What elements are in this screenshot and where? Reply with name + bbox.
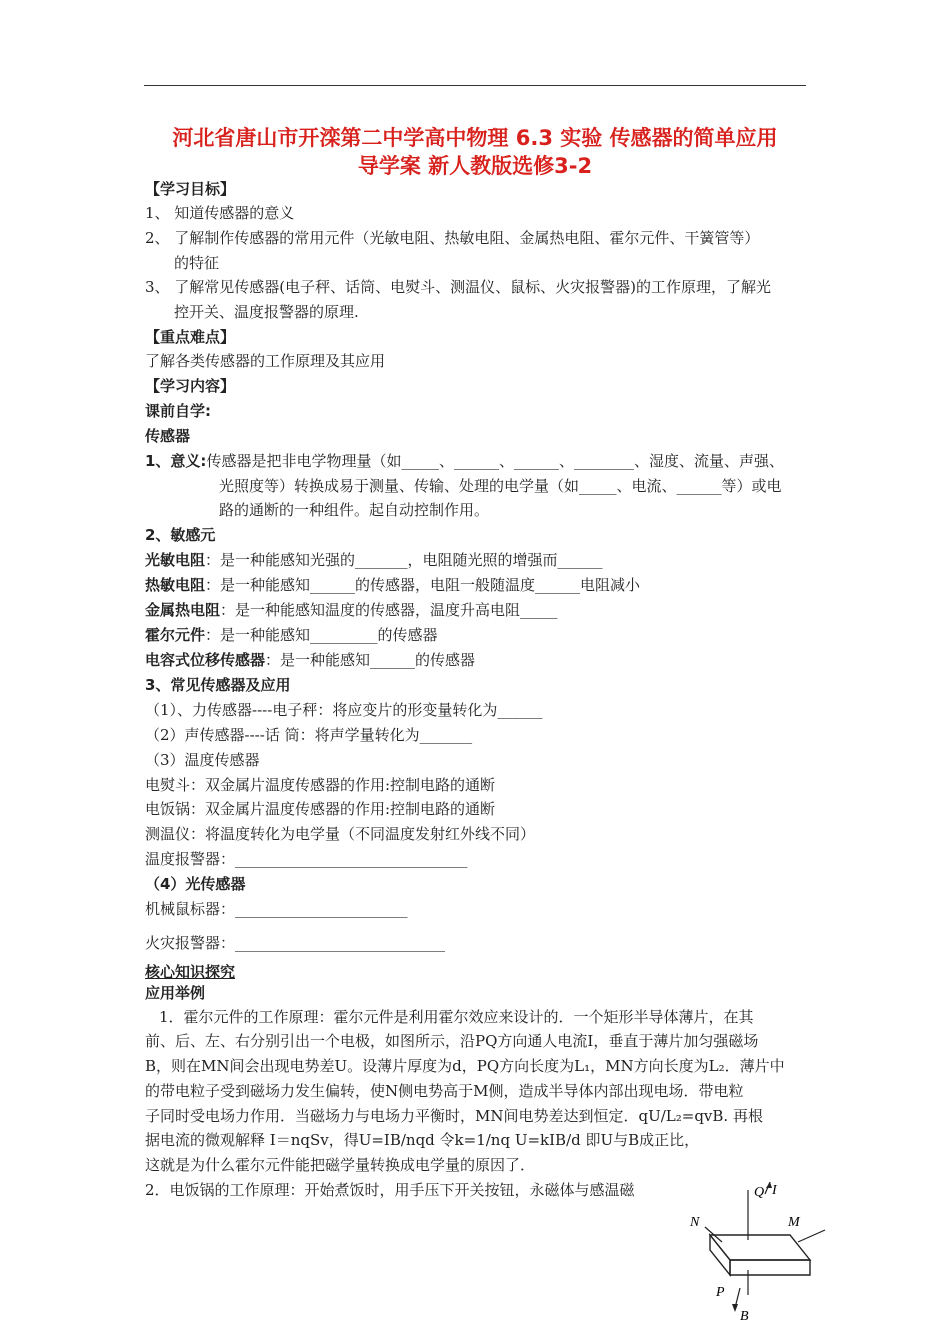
label-m: M: [788, 1215, 800, 1230]
preview-heading: 课前自学:: [145, 402, 211, 420]
content-heading: 【学习内容】: [145, 377, 236, 395]
hall-para-2: 前、后、左、右分别引出一个电极，如图所示，沿PQ方向通人电流I，垂直于薄片加匀强磁场: [145, 1032, 759, 1050]
thermometer-text: 测温仪：将温度转化为电学量（不同温度发射红外线不同）: [145, 825, 536, 843]
sound-sensor: （2）声传感器----话 筒：将声学量转化为_______: [145, 726, 473, 744]
hall-text: ：是一种能感知_________的传感器: [205, 626, 438, 644]
hall-element-figure: [680, 1180, 830, 1340]
meaning-text: 传感器是把非电学物理量（如_____、______、______、________、湿度、流量、声强、: [206, 452, 784, 470]
b-arrowhead: [732, 1304, 738, 1312]
sensor-heading: 传感器: [145, 427, 191, 445]
meaning-line-2: 光照度等）转换成易于测量、传输、处理的电学量（如_____、电流、______等）或电: [219, 477, 782, 495]
meaning-label: 1、意义:: [145, 452, 207, 470]
photoresistor-text: ：是一种能感知光强的_______，电阻随光照的增强而______: [205, 551, 603, 569]
hall-para-6: 据电流的微观解释 I＝nqSv，得U=IB/nqd 令k=1/nq U=kIB/d 即U与B成正比，: [145, 1131, 700, 1149]
common-heading: 3、常见传感器及应用: [145, 676, 291, 694]
goal-1: 1、 知道传感器的意义: [145, 204, 295, 222]
photoresistor-label: 光敏电阻: [145, 551, 206, 569]
hall-line: [145, 625, 438, 645]
metal-resistor-text: ：是一种能感知温度的传感器，温度升高电阻_____: [220, 601, 558, 619]
goal-2: 2、 了解制作传感器的常用元件（光敏电阻、热敏电阻、金属热电阻、霍尔元件、干簧管等）: [145, 229, 760, 247]
cooker-text: 电饭锅：双金属片温度传感器的作用:控制电路的通断: [145, 800, 496, 818]
apps-heading: 应用举例: [145, 984, 206, 1002]
goals-heading: 【学习目标】: [145, 180, 236, 198]
goal-3: 3、 了解常见传感器(电子秤、话筒、电熨斗、测温仪、鼠标、火灾报警器)的工作原理，了解光: [145, 278, 772, 296]
key-text: 了解各类传感器的工作原理及其应用: [145, 352, 386, 370]
meaning-line-1: [145, 451, 784, 471]
force-sensor: （1）、力传感器----电子秤：将应变片的形变量转化为______: [145, 701, 543, 719]
capacitive-text: ：是一种能感知______的传感器: [265, 651, 476, 669]
fire-alarm: 火灾报警器：____________________________: [145, 934, 446, 952]
key-heading: 【重点难点】: [145, 328, 236, 346]
slab-top: [710, 1235, 810, 1260]
cooker-para: 2．电饭锅的工作原理：开始煮饭时，用手压下开关按钮，永磁体与感温磁: [145, 1181, 635, 1199]
iron-text: 电熨斗：双金属片温度传感器的作用:控制电路的通断: [145, 776, 496, 794]
label-i: I: [772, 1183, 777, 1198]
hall-label: 霍尔元件: [145, 626, 206, 644]
page-subtitle: 导学案 新人教版选修3-2: [357, 154, 593, 178]
thermistor-text: ：是一种能感知______的传感器，电阻一般随温度______电阻减小: [205, 576, 641, 594]
label-p: P: [716, 1285, 725, 1300]
hall-para-7: 这就是为什么霍尔元件能把磁学量转换成电学量的原因了．: [145, 1156, 536, 1174]
thermistor-label: 热敏电阻: [145, 576, 206, 594]
temp-alarm: 温度报警器：_______________________________: [145, 850, 468, 868]
light-sensor: （4）光传感器: [145, 875, 246, 893]
goal-3-cont: 控开关、温度报警器的原理.: [174, 303, 359, 321]
label-q: Q: [754, 1185, 765, 1200]
hall-para-1: 1．霍尔元件的工作原理：霍尔元件是利用霍尔效应来设计的．一个矩形半导体薄片，在其: [159, 1008, 754, 1026]
label-b: B: [740, 1309, 749, 1324]
core-heading: 核心知识探究: [145, 963, 236, 981]
hall-para-5: 子同时受电场力作用．当磁场力与电场力平衡时，MN间电势差达到恒定．qU/L₂=qvB. 再根: [145, 1107, 763, 1125]
page-title: 河北省唐山市开滦第二中学高中物理 6.3 实验 传感器的简单应用: [172, 126, 778, 150]
slab-front: [730, 1260, 810, 1275]
meaning-line-3: 路的通断的一种组件。起自动控制作用。: [219, 501, 490, 519]
hall-para-3: B，则在MN间会出现电势差U。设薄片厚度为d，PQ方向长度为L₁，MN方向长度为L₂．薄片中: [145, 1057, 785, 1075]
m-wire: [798, 1230, 825, 1242]
temp-sensor: （3）温度传感器: [145, 751, 260, 769]
photoresistor-line: [145, 550, 603, 570]
header-rule: [144, 85, 806, 86]
capacitive-label: 电容式位移传感器: [145, 651, 266, 669]
mouse-text: 机械鼠标器：_______________________: [145, 900, 408, 918]
label-n: N: [690, 1215, 700, 1230]
sensitive-heading: 2、敏感元: [145, 526, 216, 544]
goal-2-cont: 的特征: [174, 254, 220, 272]
thermistor-line: [145, 575, 640, 595]
hall-para-4: 的带电粒子受到磁场力发生偏转，使N侧电势高于M侧，造成半导体内部出现电场．带电粒: [145, 1082, 744, 1100]
metal-resistor-label: 金属热电阻: [145, 601, 221, 619]
capacitive-line: [145, 650, 475, 670]
metal-resistor-line: [145, 600, 558, 620]
